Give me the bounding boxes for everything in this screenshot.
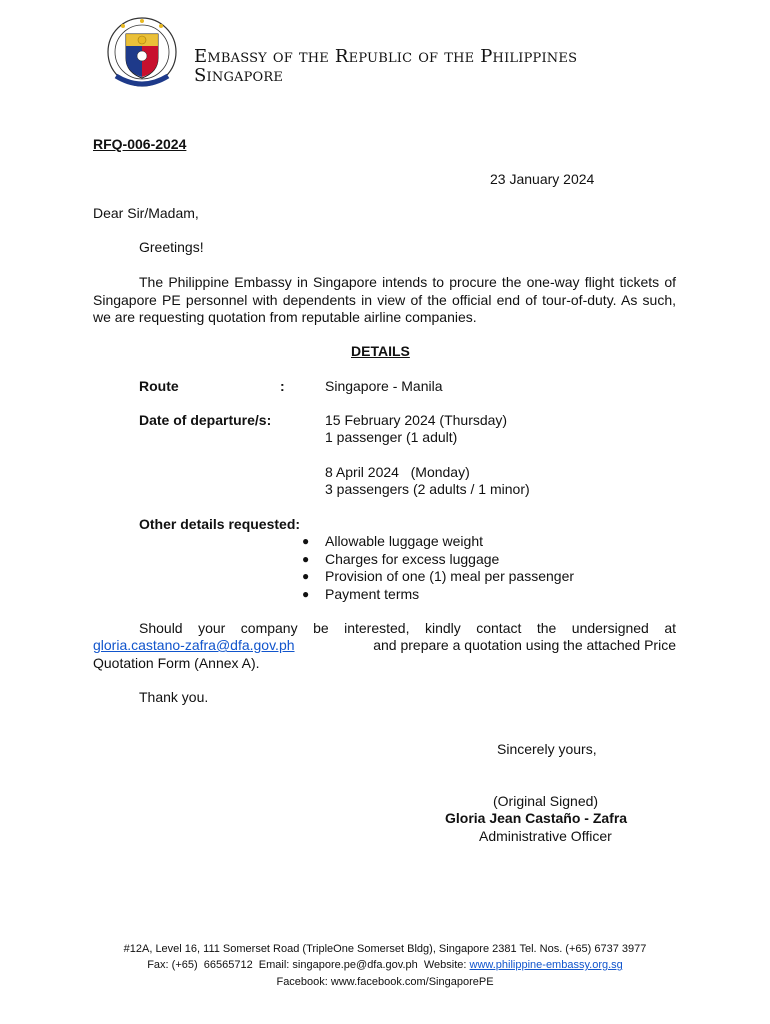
route-colon: : <box>280 378 285 394</box>
footer-contact <box>0 958 770 973</box>
departure-2-date: 8 April 2024 (Monday) <box>325 464 470 480</box>
other-details-label: Other details requested: <box>139 516 301 532</box>
salutation: Dear Sir/Madam, <box>93 205 199 221</box>
other-detail-4: Payment terms <box>325 586 420 602</box>
philippine-seal-icon <box>106 16 178 92</box>
bullet-icon: ● <box>302 534 310 548</box>
other-detail-2: Charges for excess luggage <box>325 551 500 567</box>
contact-line-3: Quotation Form (Annex A). <box>93 655 260 671</box>
footer-address: #12A, Level 16, 111 Somerset Road (TripleOne Somerset Bldg), Singapore 2381 Tel. Nos. (+65) 6737 3977 <box>123 943 647 955</box>
signatory-title: Administrative Officer <box>479 828 612 844</box>
contact-line-2 <box>93 637 676 655</box>
thanks: Thank you. <box>139 689 209 705</box>
letterhead-line2: Singapore <box>194 65 284 86</box>
letterhead-line1: Embassy of the Republic of the Philippines <box>194 46 578 67</box>
contact-line-1: Should your company be interested, kindly contact the undersigned at <box>139 620 676 636</box>
bullet-icon: ● <box>302 569 310 583</box>
signed-note: (Original Signed) <box>493 793 599 809</box>
details-heading: DETAILS <box>351 343 410 359</box>
other-detail-3: Provision of one (1) meal per passenger <box>325 568 575 584</box>
body-paragraph: The Philippine Embassy in Singapore intends to procure the one-way flight tickets of Singapore PE personnel with dependents in view of the official end of tour-of-duty. As such, we are requesting quotation from reputable airline companies. <box>93 274 676 325</box>
route-value: Singapore - Manila <box>325 378 443 394</box>
footer-fax-email: Fax: (+65) 66565712 Email: singapore.pe@dfa.gov.ph Website: <box>147 959 470 971</box>
contact-line-2-text: and prepare a quotation using the attached Price <box>373 637 676 653</box>
departure-2-passengers: 3 passengers (2 adults / 1 minor) <box>325 481 530 497</box>
reference-number: RFQ-006-2024 <box>93 136 187 152</box>
letter-date: 23 January 2024 <box>490 171 595 187</box>
route-label: Route <box>139 378 179 394</box>
closing: Sincerely yours, <box>497 741 597 757</box>
departure-1-passengers: 1 passenger (1 adult) <box>325 429 458 445</box>
embassy-letterhead <box>194 47 577 85</box>
departure-label: Date of departure/s: <box>139 412 272 428</box>
contact-email-link[interactable]: gloria.castano-zafra@dfa.gov.ph <box>93 637 295 653</box>
other-detail-1: Allowable luggage weight <box>325 533 483 549</box>
bullet-icon: ● <box>302 552 310 566</box>
bullet-icon: ● <box>302 587 310 601</box>
footer-website-link[interactable]: www.philippine-embassy.org.sg <box>469 959 623 971</box>
greeting: Greetings! <box>139 239 204 255</box>
footer-facebook: Facebook: www.facebook.com/SingaporePE <box>276 976 494 988</box>
signatory-name: Gloria Jean Castaño - Zafra <box>445 810 628 826</box>
departure-1-date: 15 February 2024 (Thursday) <box>325 412 508 428</box>
